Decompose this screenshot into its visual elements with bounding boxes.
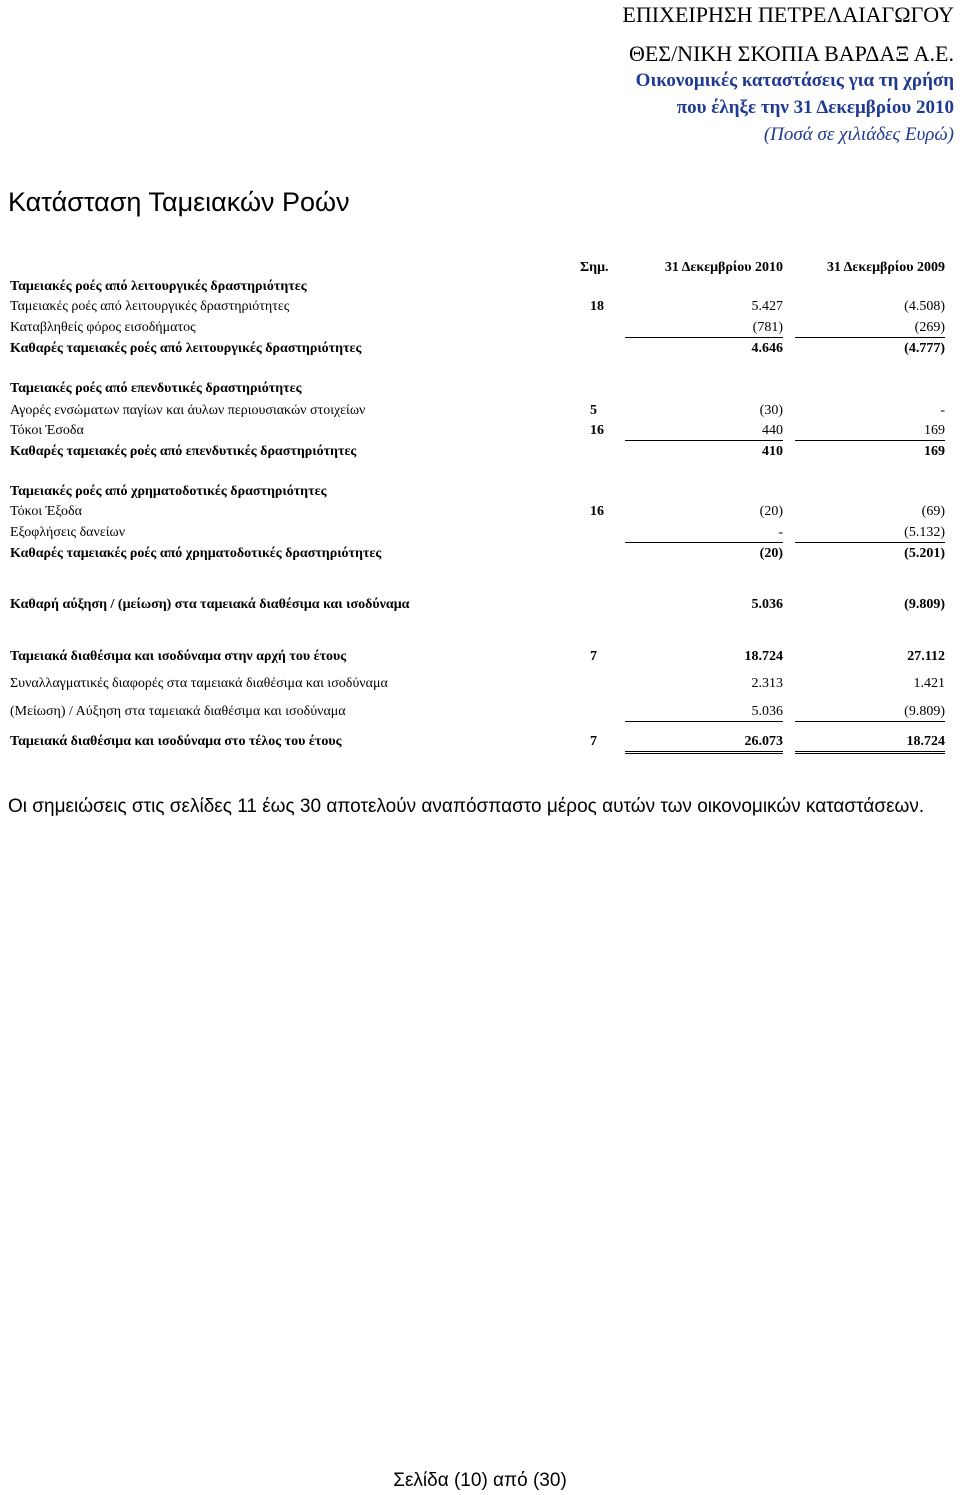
row-previous: 169 bbox=[795, 422, 945, 441]
row-current: (781) bbox=[625, 319, 783, 338]
row-label: Ταμειακά διαθέσιμα και ισοδύναμα στο τέλος του έτους bbox=[10, 734, 342, 749]
table-row bbox=[0, 503, 960, 525]
row-label: Ταμειακές ροές από λειτουργικές δραστηριότητες bbox=[10, 299, 290, 314]
table-row bbox=[0, 675, 960, 697]
row-current: 440 bbox=[625, 422, 783, 441]
row-label: Τόκοι Έξοδα bbox=[10, 504, 82, 519]
section-heading: Ταμειακές ροές από λειτουργικές δραστηριότητες bbox=[10, 279, 307, 294]
row-previous: (5.132) bbox=[795, 524, 945, 543]
row-label: Καταβληθείς φόρος εισοδήματος bbox=[10, 320, 196, 335]
row-previous: (4.508) bbox=[904, 299, 945, 314]
row-previous: (5.201) bbox=[904, 546, 945, 561]
page-number: Σελίδα (10) από (30) bbox=[393, 1470, 567, 1491]
table-row bbox=[0, 380, 960, 402]
row-previous: 169 bbox=[924, 444, 945, 459]
row-note: 18 bbox=[590, 299, 604, 314]
table-row bbox=[0, 340, 960, 362]
footnote: Οι σημειώσεις στις σελίδες 11 έως 30 αποτελούν αναπόσπαστο μέρος αυτών των οικονομικών καταστάσεων. bbox=[8, 796, 925, 817]
row-current: (20) bbox=[759, 546, 783, 561]
section-heading: Ταμειακές ροές από χρηματοδοτικές δραστηριότητες bbox=[10, 484, 327, 499]
table-row bbox=[0, 298, 960, 320]
row-current: 5.036 bbox=[625, 703, 783, 722]
row-label: Συναλλαγματικές διαφορές στα ταμειακά διαθέσιμα και ισοδύναμα bbox=[10, 676, 388, 691]
row-current: 4.646 bbox=[751, 341, 783, 356]
row-current: 410 bbox=[762, 444, 783, 459]
row-label: Καθαρές ταμειακές ροές από επενδυτικές δραστηριότητες bbox=[10, 444, 357, 459]
row-previous: 27.112 bbox=[907, 649, 945, 664]
table-row bbox=[0, 278, 960, 300]
table-row bbox=[0, 483, 960, 505]
row-note: 5 bbox=[590, 403, 597, 418]
row-previous: (69) bbox=[921, 504, 945, 519]
row-note: 7 bbox=[590, 734, 597, 749]
table-row bbox=[0, 648, 960, 670]
row-previous: 1.421 bbox=[913, 676, 945, 691]
row-previous: (269) bbox=[795, 319, 945, 338]
row-label: Καθαρές ταμειακές ροές από λειτουργικές δραστηριότητες bbox=[10, 341, 362, 356]
row-current: 26.073 bbox=[625, 733, 783, 754]
row-note: 7 bbox=[590, 649, 597, 664]
row-previous: (9.809) bbox=[904, 597, 945, 612]
row-current: (30) bbox=[759, 403, 783, 418]
table-row bbox=[0, 402, 960, 424]
row-previous: (9.809) bbox=[795, 703, 945, 722]
column-previous: 31 Δεκεμβρίου 2009 bbox=[826, 260, 945, 275]
row-current: (20) bbox=[759, 504, 783, 519]
row-current: 5.427 bbox=[751, 299, 783, 314]
row-current: 5.036 bbox=[751, 597, 783, 612]
row-previous: (4.777) bbox=[904, 341, 945, 356]
currency-note: (Ποσά σε χιλιάδες Ευρώ) bbox=[763, 124, 954, 145]
table-row bbox=[0, 596, 960, 618]
period-heading: που έληξε την 31 Δεκεμβρίου 2010 bbox=[676, 97, 954, 118]
row-note: 16 bbox=[590, 423, 604, 438]
row-note: 16 bbox=[590, 504, 604, 519]
company-subtitle: ΘΕΣ/ΝΙΚΗ ΣΚΟΠΙΑ ΒΑΡΔΑΞ Α.Ε. bbox=[628, 41, 954, 66]
company-name: ΕΠΙΧΕΙΡΗΣΗ ΠΕΤΡΕΛΑΙΑΓΩΓΟΥ bbox=[622, 2, 954, 27]
row-previous: - bbox=[940, 403, 945, 418]
section-heading: Ταμειακές ροές από επενδυτικές δραστηριότητες bbox=[10, 381, 302, 396]
row-label: Καθαρή αύξηση / (μείωση) στα ταμειακά διαθέσιμα και ισοδύναμα bbox=[10, 597, 410, 612]
row-label: Ταμειακά διαθέσιμα και ισοδύναμα στην αρχή του έτους bbox=[10, 649, 347, 664]
table-row bbox=[0, 733, 960, 755]
row-current: 18.724 bbox=[744, 649, 783, 664]
row-current: 2.313 bbox=[751, 676, 783, 691]
row-previous: 18.724 bbox=[795, 733, 945, 754]
column-note: Σημ. bbox=[580, 260, 609, 275]
row-label: Τόκοι Έσοδα bbox=[10, 423, 84, 438]
page-title: Κατάσταση Ταμειακών Ροών bbox=[8, 187, 350, 217]
table-row bbox=[0, 703, 960, 725]
table-row bbox=[0, 319, 960, 341]
row-current: - bbox=[625, 524, 783, 543]
table-row bbox=[0, 422, 960, 444]
table-row bbox=[0, 524, 960, 546]
table-row bbox=[0, 443, 960, 465]
row-label: Καθαρές ταμειακές ροές από χρηματοδοτικές δραστηριότητες bbox=[10, 546, 382, 561]
column-current: 31 Δεκεμβρίου 2010 bbox=[664, 260, 783, 275]
statements-heading: Οικονομικές καταστάσεις για τη χρήση bbox=[635, 70, 954, 91]
row-label: Αγορές ενσώματων παγίων και άυλων περιουσιακών στοιχείων bbox=[10, 403, 366, 418]
row-label: Εξοφλήσεις δανείων bbox=[10, 525, 126, 540]
row-label: (Μείωση) / Αύξηση στα ταμειακά διαθέσιμα και ισοδύναμα bbox=[10, 704, 346, 719]
table-row bbox=[0, 545, 960, 567]
